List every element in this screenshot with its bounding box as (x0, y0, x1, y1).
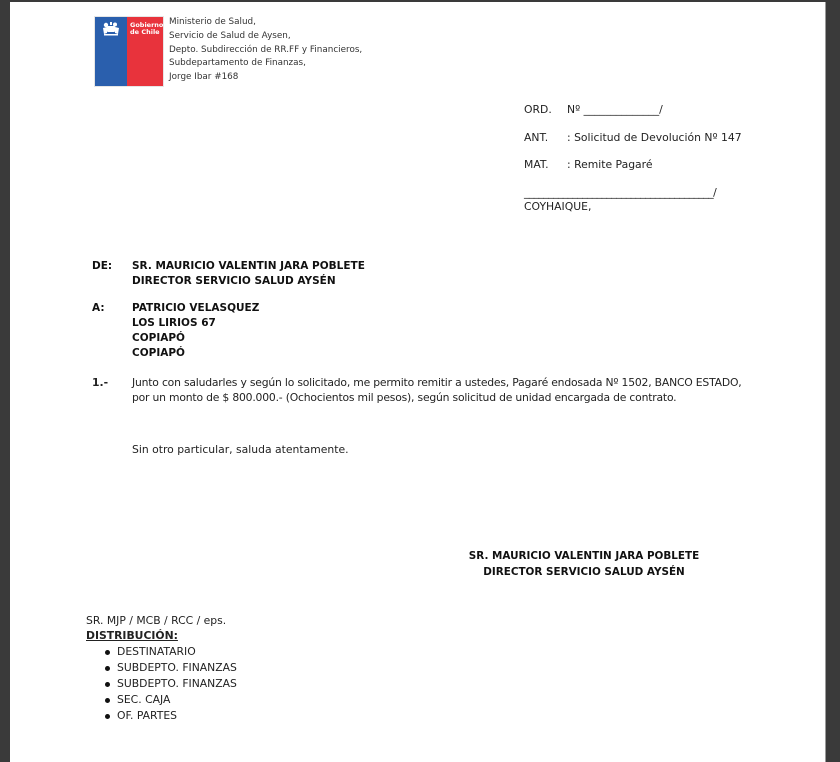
signature-line: SR. MAURICIO VALENTIN JARA POBLETE (468, 550, 700, 562)
distribution-item (103, 660, 237, 676)
bullet-icon (105, 698, 110, 703)
distribution-item-label: SUBDEPTO. FINANZAS (117, 661, 237, 674)
to-line: PATRICIO VELASQUEZ (132, 302, 260, 314)
item-number: 1.- (92, 376, 109, 389)
distribution-item-label: OF. PARTES (117, 709, 178, 722)
letterhead-address (169, 16, 362, 85)
logo-text-line2: de Chile (130, 28, 160, 36)
bullet-icon (105, 682, 110, 687)
to-line: COPIAPÓ (132, 347, 185, 359)
paragraph-line: por un monto de $ 800.000.- (Ochocientos mil pesos), según solicitud de unidad encargada de contrato. (132, 391, 677, 404)
signature-line: DIRECTOR SERVICIO SALUD AYSÉN (483, 565, 685, 578)
ant-label: ANT. (524, 131, 549, 144)
distribution-item (103, 708, 237, 724)
from-line: DIRECTOR SERVICIO SALUD AYSÉN (132, 275, 336, 287)
closing-text: Sin otro particular, saluda atentamente. (132, 443, 349, 456)
mat-value: : Remite Pagaré (567, 158, 653, 171)
letterhead-line: Servicio de Salud de Aysen, (169, 30, 291, 41)
logo-text (130, 22, 163, 36)
logo-text-line1: Gobierno (130, 21, 164, 29)
signature-block (464, 549, 704, 580)
from-label: DE: (92, 260, 113, 272)
initials: SR. MJP / MCB / RCC / eps. (86, 614, 227, 627)
paragraph-line: Junto con saludarles y según lo solicitado, me permito remitir a ustedes, Pagaré endosada Nº 1502, BANCO ESTADO, (132, 376, 742, 389)
letterhead-line: Depto. Subdirección de RR.FF y Financieros, (169, 44, 363, 55)
letterhead-line: Jorge Ibar #168 (169, 72, 239, 83)
to-line: COPIAPÓ (132, 332, 185, 344)
letterhead-line: Ministerio de Salud, (169, 17, 256, 27)
logo-blue-panel (95, 17, 127, 86)
city: COYHAIQUE, (524, 200, 592, 213)
distribution-item (103, 692, 237, 708)
ant-value: : Solicitud de Devolución Nº 147 (567, 131, 742, 144)
bullet-icon (105, 714, 110, 719)
logo-red-panel (127, 17, 163, 86)
distribution-item-label: SEC. CAJA (117, 693, 171, 706)
mat-label: MAT. (524, 158, 549, 171)
distribution-item (103, 644, 237, 660)
coat-of-arms-icon (100, 21, 122, 37)
distribution-item (103, 676, 237, 692)
gobierno-de-chile-logo (95, 17, 163, 86)
letterhead-line: Subdepartamento de Finanzas, (169, 58, 306, 69)
document-page (10, 2, 826, 762)
to-label: A: (92, 302, 105, 314)
bullet-icon (105, 666, 110, 671)
distribution-item-label: DESTINATARIO (117, 645, 196, 658)
ord-value: Nº ______________/ (567, 103, 663, 116)
distribution-list (103, 644, 237, 724)
bullet-icon (105, 650, 110, 655)
date-line: _______________________________________/ (524, 186, 717, 199)
ord-label: ORD. (524, 103, 552, 116)
distribution-title: DISTRIBUCIÓN: (86, 629, 178, 642)
from-line: SR. MAURICIO VALENTIN JARA POBLETE (132, 260, 365, 272)
to-line: LOS LIRIOS 67 (132, 317, 216, 329)
distribution-item-label: SUBDEPTO. FINANZAS (117, 677, 237, 690)
